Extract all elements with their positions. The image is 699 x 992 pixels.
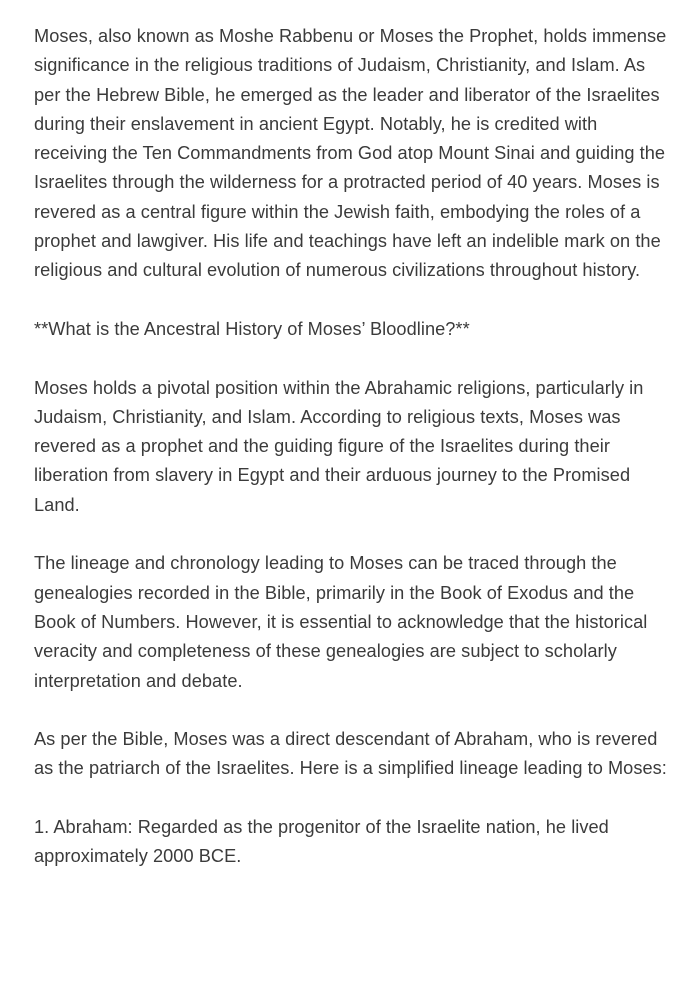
list-item: 1. Abraham: Regarded as the progenitor of the Israelite nation, he lived approximately 2000 BCE. [34, 817, 609, 867]
body-paragraph: Moses holds a pivotal position within the Abrahamic religions, particularly in Judaism, Christianity, and Islam. According to religious texts, Moses was revered as a prophet and the guiding figure of the Israelites during their liberation from slavery in Egypt and their arduous journey to the Promised Land. [34, 377, 644, 515]
body-paragraph: The lineage and chronology leading to Moses can be traced through the genealogies recorded in the Bible, primarily in the Book of Exodus and the Book of Numbers. However, it is essential to acknowledge that the historical veracity and completeness of these genealogies are subject to scholarly interpretation and debate. [34, 553, 648, 691]
body-paragraph: As per the Bible, Moses was a direct descendant of Abraham, who is revered as the patriarch of the Israelites. Here is a simplified lineage leading to Moses: [34, 729, 667, 779]
section-heading: **What is the Ancestral History of Moses’ Bloodline?** [34, 318, 470, 339]
intro-paragraph: Moses, also known as Moshe Rabbenu or Moses the Prophet, holds immense significance in the religious traditions of Judaism, Christianity, and Islam. As per the Hebrew Bible, he emerged as the leader and liberator of the Israelites during their enslavement in ancient Egypt. Notably, he is credited with receiving the Ten Commandments from God atop Mount Sinai and guiding the Israelites through the wilderness for a protracted period of 40 years. Moses is revered as a central figure within the Jewish faith, embodying the roles of a prophet and lawgiver. His life and teachings have left an indelible mark on the religious and cultural evolution of numerous civilizations throughout history. [34, 26, 667, 281]
